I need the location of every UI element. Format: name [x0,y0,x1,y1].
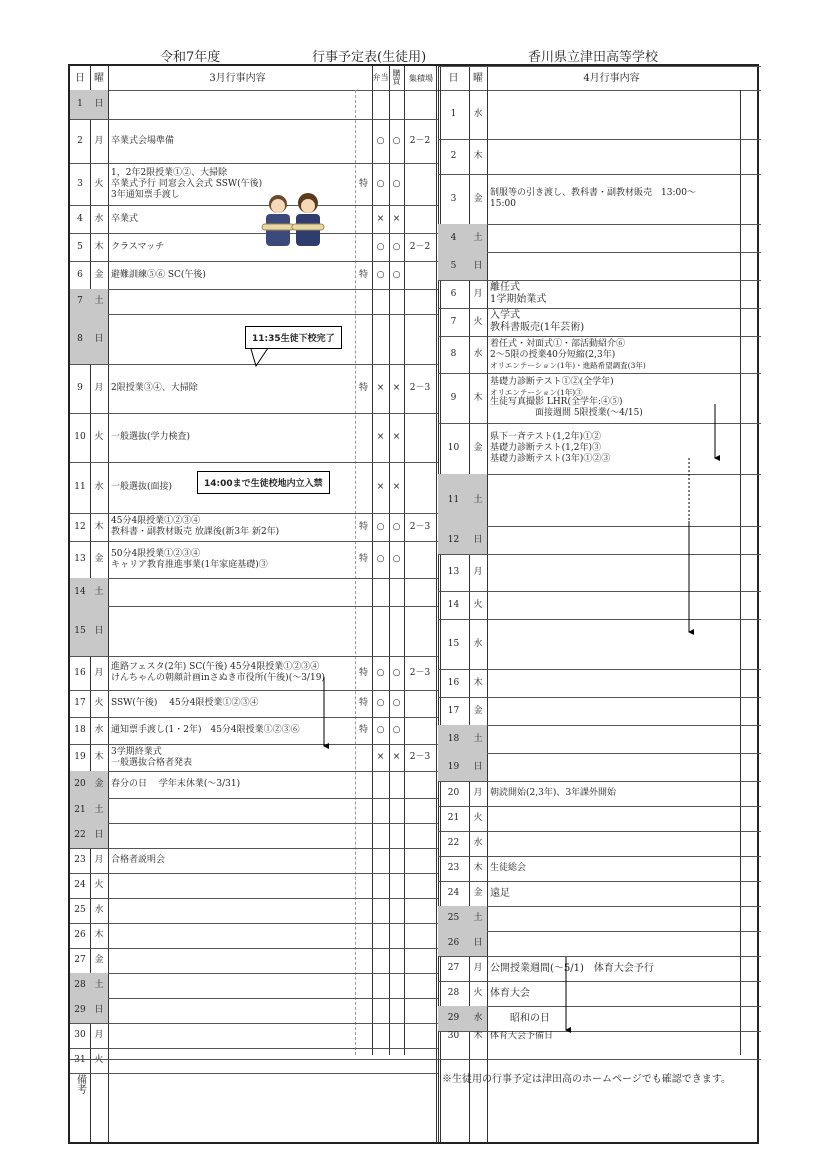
april-weekday: 火 [473,813,483,823]
column-divider [404,66,405,1055]
event-text: 3学期終業式 [111,746,162,757]
april-date: 30 [447,1031,460,1041]
march-date: 28 [70,973,90,998]
march-event-cell [108,898,355,923]
april-date: 17 [447,705,460,716]
march-weekday: 土 [90,798,108,823]
april-event-cell [487,252,740,280]
march-weekday: 木 [94,521,104,532]
march-date: 19 [74,752,86,762]
buy-mark: ○ [392,554,401,564]
april-event-cell [487,619,740,669]
april-weekday: 日 [469,931,487,956]
event-text: 15:00 [490,199,516,209]
april-weekday: 水 [473,109,483,119]
event-text: 2～5限の授業40分短縮(2,3年) [490,350,616,360]
april-weekday: 日 [469,526,487,554]
gather-value: 2－2 [409,135,431,146]
event-text: 着任式・対面式①・部活動紹介⑥ [490,339,626,349]
march-event-cell [108,656,355,690]
march-weekday: 木 [94,930,104,940]
callout-dismissal: 11:35生徒下校完了 [245,326,342,349]
april-date: 10 [447,443,460,453]
april-event-cell [487,423,740,474]
special-mark: 特 [358,698,368,708]
april-event-cell [487,1006,740,1031]
march-event-cell [108,923,355,948]
event-text: クラスマッチ [111,241,165,252]
march-weekday: 日 [90,823,108,848]
buy-mark: ○ [392,241,401,252]
gather-value: 2－3 [409,521,431,532]
buy-mark: × [392,383,401,393]
buy-mark: ○ [392,135,401,146]
april-date: 19 [438,753,469,781]
march-date: 3 [77,178,83,189]
april-event-cell [487,224,740,252]
april-event-cell [487,174,740,224]
buy-mark: × [392,752,401,762]
march-event-cell [108,1023,355,1048]
march-event-cell [108,578,355,606]
april-weekday: 土 [469,474,487,526]
lunch-mark: ○ [376,725,385,735]
lunch-mark: × [376,213,385,224]
event-text: 通知票手渡し(1・2年) 45分4限授業①②③⑥ [111,725,300,735]
march-event-cell [108,823,355,848]
april-event-cell [487,697,740,725]
lunch-mark: ○ [376,178,385,189]
april-event-cell [487,308,740,336]
april-date: 7 [450,316,457,327]
march-weekday: 木 [94,241,104,252]
march-weekday: 日 [90,998,108,1023]
april-weekday: 金 [473,443,483,453]
march-date: 15 [70,606,90,656]
col-buy-header: 購買 [392,69,401,86]
march-date: 29 [70,998,90,1023]
march-weekday: 月 [94,667,104,678]
buy-mark: ○ [392,269,401,280]
students-illustration [256,188,330,248]
march-date: 9 [77,383,83,393]
march-weekday: 日 [90,90,108,119]
march-event-cell [108,364,355,413]
march-event-cell [108,413,355,462]
event-text: 3年通知票手渡し [111,189,180,200]
event-text: 面接週間 5限授業(～4/15) [490,408,643,418]
march-weekday: 土 [90,973,108,998]
april-date: 1 [450,109,457,119]
april-weekday: 木 [473,1031,483,1041]
event-text: 1，2年2限授業①②、大掃除 [111,167,228,178]
march-event-cell [108,873,355,898]
april-event-cell [487,906,740,931]
event-text: オリエンテーション(1年)・進路希望調査(3年) [490,361,646,370]
march-weekday: 金 [94,955,104,965]
special-mark: 特 [358,269,368,280]
march-date: 8 [70,314,90,364]
march-event-cell [108,289,355,314]
event-text: 一般選抜(面接) [111,482,173,492]
column-divider [436,66,437,1142]
april-event-cell [487,931,740,956]
april-date: 11 [438,474,469,526]
event-text: 春分の日 学年末休業(～3/31) [111,779,241,789]
april-weekday: 木 [473,863,483,873]
april-event-cell [487,1031,740,1042]
buy-mark: ○ [392,667,401,678]
march-weekday: 金 [90,771,108,798]
april-date: 22 [447,838,460,848]
april-weekday: 水 [473,838,483,848]
lunch-mark: ○ [376,269,385,280]
march-date: 16 [74,667,86,678]
col-day-header: 日 [448,72,459,84]
march-date: 25 [74,905,86,915]
event-text: 一般選抜(学力検査) [111,432,191,442]
march-event-cell [108,541,355,578]
event-text: 避難訓練⑤⑥ SC(午後) [111,269,206,280]
event-text: 合格者説明会 [111,855,166,865]
event-text: キャリア教育推進事業(1年家庭基礎)③ [111,559,268,570]
event-text: 生徒総会 [490,863,527,873]
event-text: 体育大会予備日 [490,1031,554,1041]
event-text: 教科書販売(1年芸術) [490,322,585,333]
april-weekday: 火 [473,316,483,327]
gather-value: 2－3 [409,667,431,678]
april-weekday: 水 [473,349,483,359]
march-weekday: 水 [94,213,104,224]
document-title: 行事予定表(生徒用) [312,50,427,65]
event-text: 公開授業週間(～5/1) 体育大会予行 [490,962,654,974]
lunch-mark: × [376,432,385,442]
march-event-cell [108,798,355,823]
event-text: 教科書・副教材販売 放課後(新3年 新2年) [111,527,280,537]
march-weekday: 日 [90,606,108,656]
april-event-cell [487,90,740,139]
col-weekday-header: 曜 [94,72,104,84]
april-date: 9 [450,392,457,403]
april-date: 23 [447,863,460,873]
march-weekday: 土 [90,578,108,606]
march-date: 1 [70,90,90,119]
lunch-mark: ○ [376,667,385,678]
lunch-mark: ○ [376,521,385,532]
schedule-table [68,64,759,1144]
event-text: 1学期始業式 [490,294,547,305]
buy-mark: × [392,213,401,224]
march-date: 31 [74,1055,86,1065]
event-text: 遠足 [490,887,510,899]
april-date: 15 [447,638,460,649]
march-weekday: 水 [94,905,104,915]
april-event-cell [487,881,740,906]
buy-mark: × [392,482,401,492]
march-date: 18 [74,725,86,735]
april-event-cell [487,981,740,1006]
march-weekday: 火 [94,178,104,189]
march-date: 13 [74,554,86,564]
april-weekday: 土 [469,224,487,252]
march-event-cell [108,717,355,744]
april-date: 16 [447,677,460,688]
april-date: 5 [438,252,469,280]
march-date: 26 [74,930,86,940]
march-weekday: 金 [94,269,104,280]
march-event-cell [108,1048,355,1073]
april-event-cell [487,806,740,831]
event-text: 卒業式予行 同窓会入会式 SSW(午後) [111,178,263,189]
col-march-header: 3月行事内容 [209,72,266,84]
april-weekday: 土 [469,725,487,753]
march-date: 30 [74,1030,86,1040]
april-weekday: 日 [469,252,487,280]
april-weekday: 木 [473,151,483,161]
col-weekday-header: 曜 [473,72,483,84]
event-text: 朝読開始(2,3年)、3年課外開始 [490,788,617,798]
remarks-note: ※生徒用の行事予定は津田高のホームページでも確認できます。 [442,1074,731,1085]
col-lunch-header: 弁当 [372,73,389,82]
march-weekday: 月 [94,135,104,146]
march-event-cell [108,973,355,998]
buy-mark: ○ [392,698,401,708]
april-event-cell [487,373,740,423]
march-weekday: 火 [94,880,104,890]
april-weekday: 月 [473,288,483,299]
event-text: 進路フェスタ(2年) SC(午後) 45分4限授業①②③④ [111,662,320,672]
april-date: 8 [450,349,457,359]
march-event-cell [108,744,355,771]
april-date: 12 [438,526,469,554]
special-mark: 特 [358,383,368,393]
april-weekday: 水 [469,1006,487,1031]
col-april-header: 4月行事内容 [583,72,640,84]
april-weekday: 月 [473,963,483,973]
special-mark: 特 [358,521,368,532]
event-text: 入学式 [490,310,520,321]
march-date: 20 [70,771,90,798]
march-weekday: 水 [94,482,104,492]
march-weekday: 月 [94,1030,104,1040]
gather-value: 2－3 [409,383,431,393]
april-event-cell [487,753,740,781]
buy-mark: ○ [392,521,401,532]
lunch-mark: ○ [376,241,385,252]
march-date: 23 [74,855,86,865]
lunch-mark: ○ [376,135,385,146]
march-event-cell [108,606,355,656]
gather-value: 2－3 [409,752,431,762]
march-weekday: 水 [94,725,104,735]
march-date: 12 [74,521,86,532]
april-event-cell [487,526,740,554]
march-date: 2 [77,135,83,146]
event-text: 50分4限授業①②③④ [111,548,201,559]
april-weekday: 火 [473,599,483,610]
march-event-cell [108,998,355,1023]
event-text: 基礎力診断テスト①②(全学年) [490,377,614,387]
april-date: 13 [447,567,460,577]
event-text: 卒業式 [111,213,139,224]
march-date: 17 [74,698,86,708]
april-event-cell [487,554,740,591]
march-date: 11 [74,482,86,492]
march-event-cell [108,690,355,717]
april-weekday: 木 [473,677,483,688]
april-event-cell [487,956,740,981]
april-date: 20 [447,788,460,798]
march-date: 4 [77,213,83,224]
april-event-cell [487,669,740,697]
buy-mark: ○ [392,725,401,735]
school-name: 香川県立津田高等学校 [528,50,659,65]
march-weekday: 火 [94,1055,104,1065]
march-date: 10 [74,432,86,442]
special-mark: 特 [358,725,368,735]
event-text: 体育大会 [490,987,530,999]
april-date: 2 [450,151,457,161]
april-weekday: 火 [473,988,483,998]
col-day-header: 日 [75,72,85,84]
special-mark: 特 [358,667,368,678]
april-date: 24 [447,888,460,898]
event-text: 卒業式会場準備 [111,135,175,146]
march-date: 27 [74,955,86,965]
march-event-cell [108,771,355,798]
april-date: 4 [438,224,469,252]
event-text: 昭和の日 [490,1012,550,1024]
event-text: 県下一斉テスト(1,2年)①② [490,432,601,442]
event-text: 基礎力診断テスト(1,2年)③ [490,443,601,453]
april-date: 25 [438,906,469,931]
lunch-mark: × [376,482,385,492]
event-text: 基礎力診断テスト(3年)①②③ [490,454,611,464]
march-event-cell [108,848,355,873]
buy-mark: × [392,432,401,442]
april-event-cell [487,474,740,526]
event-text: SSW(午後) 45分4限授業①②③④ [111,698,259,708]
event-text: 2限授業③④、大掃除 [111,383,198,393]
april-date: 3 [450,193,457,204]
event-text: 一般選抜合格者発表 [111,757,193,768]
april-date: 18 [438,725,469,753]
march-weekday: 金 [94,554,104,564]
april-event-cell [487,139,740,174]
march-weekday: 月 [94,855,104,865]
buy-mark: ○ [392,178,401,189]
column-divider [740,90,741,1055]
april-weekday: 木 [473,392,483,403]
event-text: 制服等の引き渡し、教科書・副教材販売 13:00～ [490,188,696,198]
april-date: 14 [447,599,460,610]
event-text: オリエンテーション(1年)③ [490,388,583,397]
april-weekday: 日 [469,753,487,781]
april-date: 29 [438,1006,469,1031]
gather-value: 2－2 [409,241,431,252]
special-mark: 特 [358,554,368,564]
march-date: 21 [70,798,90,823]
lunch-mark: × [376,752,385,762]
lunch-mark: × [376,383,385,393]
april-event-cell [487,831,740,856]
march-date: 5 [77,241,83,252]
row-divider [70,1073,438,1074]
event-text: 45分4限授業①②③④ [111,516,201,526]
lunch-mark: ○ [376,554,385,564]
april-event-cell [487,591,740,619]
event-text: 生徒写真撮影 LHR(全学年:④⑤) [490,397,623,407]
row-divider [438,66,761,67]
march-weekday: 月 [94,383,104,393]
march-date: 24 [74,880,86,890]
special-mark: 特 [358,178,368,189]
event-text: けんちゃんの朝顔計画inさぬき市役所(午後)(～3/19) [111,673,325,683]
row-divider [70,1059,761,1060]
april-date: 28 [447,988,460,998]
march-date: 22 [70,823,90,848]
april-weekday: 土 [469,906,487,931]
march-event-cell [108,513,355,541]
march-date: 6 [77,269,83,280]
april-weekday: 月 [473,788,483,798]
lunch-mark: ○ [376,698,385,708]
march-event-cell [108,261,355,289]
april-event-cell [487,725,740,753]
march-weekday: 日 [90,314,108,364]
april-event-cell [487,336,740,373]
april-event-cell [487,280,740,308]
march-weekday: 土 [90,289,108,314]
fiscal-year: 令和7年度 [160,50,221,65]
april-date: 6 [450,288,457,299]
april-event-cell [487,856,740,881]
april-weekday: 水 [473,638,483,649]
april-weekday: 金 [473,888,483,898]
event-text: 離任式 [490,282,520,293]
col-gather-header: 集積場 [409,73,433,83]
march-event-cell [108,119,355,163]
april-date: 26 [438,931,469,956]
march-weekday: 木 [94,752,104,762]
march-event-cell [108,948,355,973]
april-event-cell [487,781,740,806]
remarks-label: 備考 [74,1074,86,1094]
callout-entry-ban: 14:00まで生徒校地内立入禁 [197,471,330,494]
march-weekday: 火 [94,432,104,442]
april-weekday: 金 [473,193,483,204]
april-weekday: 月 [473,567,483,577]
march-event-cell [108,90,355,119]
april-date: 27 [447,963,460,973]
april-weekday: 金 [473,705,483,716]
april-date: 21 [447,813,460,823]
march-weekday: 火 [94,698,104,708]
march-date: 7 [70,289,90,314]
march-date: 14 [70,578,90,606]
